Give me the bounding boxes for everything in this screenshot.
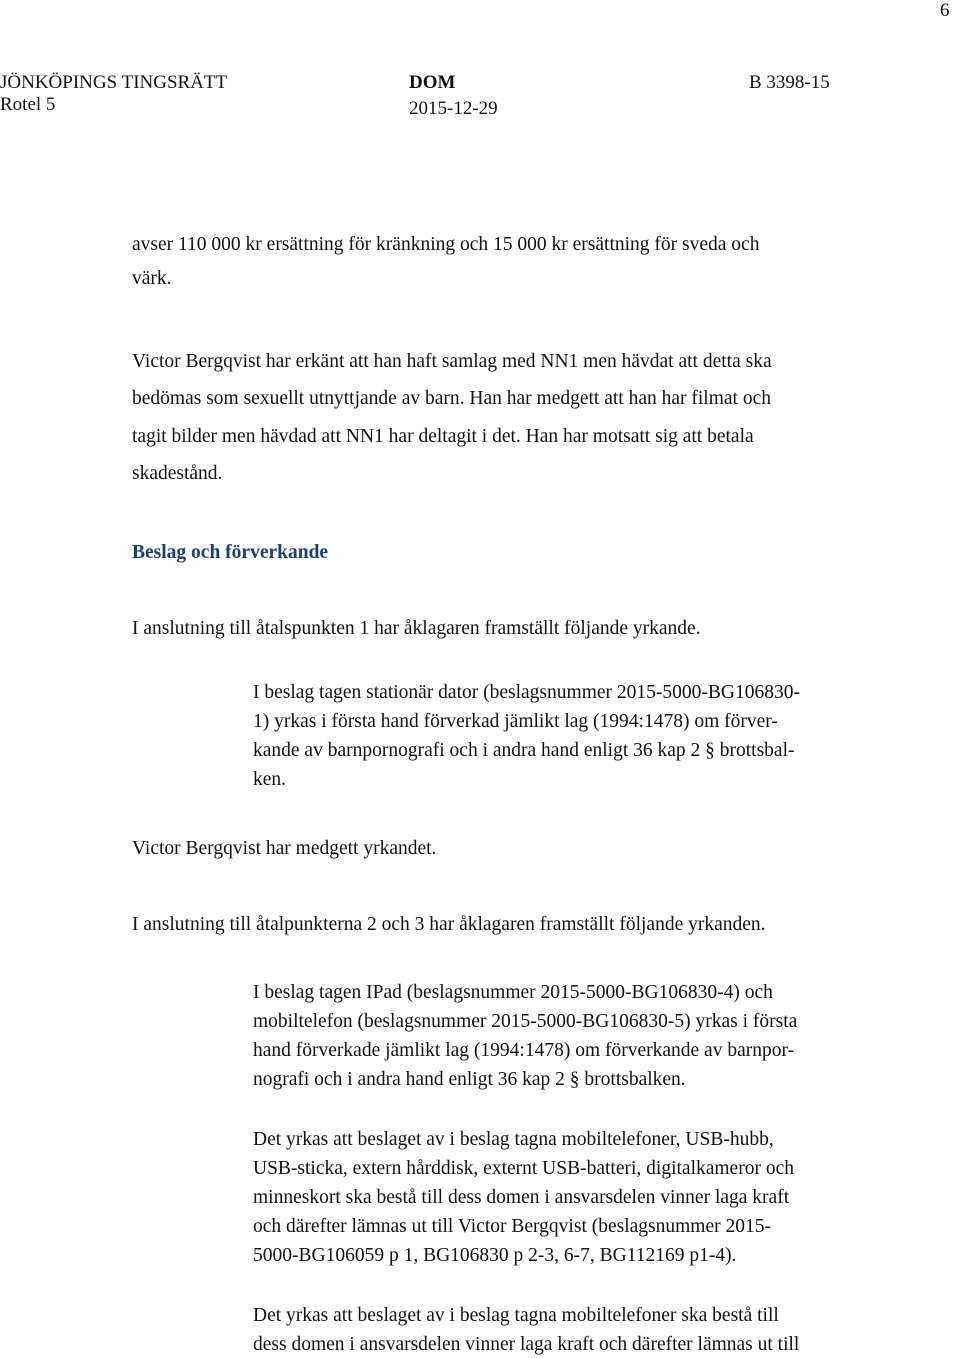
indented-line: USB-sticka, extern hårddisk, externt USB-batteri, digitalkameror och bbox=[253, 1158, 794, 1179]
indented-line: Det yrkas att beslaget av i beslag tagna mobiltelefoner ska bestå till bbox=[253, 1305, 779, 1326]
indented-line: nografi och i andra hand enligt 36 kap 2 § brottsbalken. bbox=[253, 1069, 686, 1090]
paragraph-line: skadestånd. bbox=[132, 463, 223, 484]
indented-line: hand förverkade jämlikt lag (1994:1478) om förverkande av barnpor- bbox=[253, 1040, 795, 1061]
indented-line: minneskort ska bestå till dess domen i ansvarsdelen vinner laga kraft bbox=[253, 1187, 790, 1208]
indented-line: 1) yrkas i första hand förverkad jämlikt lag (1994:1478) om förver- bbox=[253, 711, 778, 732]
document-type: DOM bbox=[409, 72, 456, 93]
indented-line: I beslag tagen stationär dator (beslagsnummer 2015-5000-BG106830- bbox=[253, 682, 800, 703]
indented-line: dess domen i ansvarsdelen vinner laga kraft och därefter lämnas ut till bbox=[253, 1334, 800, 1355]
paragraph-line: Victor Bergqvist har erkänt att han haft samlag med NN1 men hävdat att detta ska bbox=[132, 351, 772, 372]
indented-line: ken. bbox=[253, 769, 287, 790]
indented-line: mobiltelefon (beslagsnummer 2015-5000-BG106830-5) yrkas i första bbox=[253, 1011, 798, 1032]
division: Rotel 5 bbox=[0, 94, 56, 115]
case-number: B 3398-15 bbox=[749, 72, 830, 93]
indented-line: och därefter lämnas ut till Victor Bergqvist (beslagsnummer 2015- bbox=[253, 1216, 771, 1237]
document-date: 2015-12-29 bbox=[409, 98, 498, 119]
paragraph-line: Victor Bergqvist har medgett yrkandet. bbox=[132, 838, 437, 859]
page-number: 6 bbox=[940, 0, 950, 21]
paragraph-line: tagit bilder men hävdad att NN1 har deltagit i det. Han har motsatt sig att betala bbox=[132, 426, 754, 447]
paragraph-line: I anslutning till åtalspunkten 1 har åklagaren framställt följande yrkande. bbox=[132, 618, 701, 639]
paragraph-line: värk. bbox=[132, 268, 172, 289]
paragraph-line: bedömas som sexuellt utnyttjande av barn. Han har medgett att han har filmat och bbox=[132, 388, 771, 409]
indented-line: kande av barnpornografi och i andra hand enligt 36 kap 2 § brottsbal- bbox=[253, 740, 795, 761]
indented-line: Det yrkas att beslaget av i beslag tagna mobiltelefoner, USB-hubb, bbox=[253, 1129, 774, 1150]
paragraph-line: I anslutning till åtalpunkterna 2 och 3 har åklagaren framställt följande yrkanden. bbox=[132, 914, 766, 935]
court-name: JÖNKÖPINGS TINGSRÄTT bbox=[0, 72, 228, 93]
section-heading: Beslag och förverkande bbox=[132, 542, 329, 563]
indented-line: 5000-BG106059 p 1, BG106830 p 2-3, 6-7, BG112169 p1-4). bbox=[253, 1245, 737, 1266]
indented-line: I beslag tagen IPad (beslagsnummer 2015-5000-BG106830-4) och bbox=[253, 982, 773, 1003]
paragraph-line: avser 110 000 kr ersättning för kränkning och 15 000 kr ersättning för sveda och bbox=[132, 234, 760, 255]
